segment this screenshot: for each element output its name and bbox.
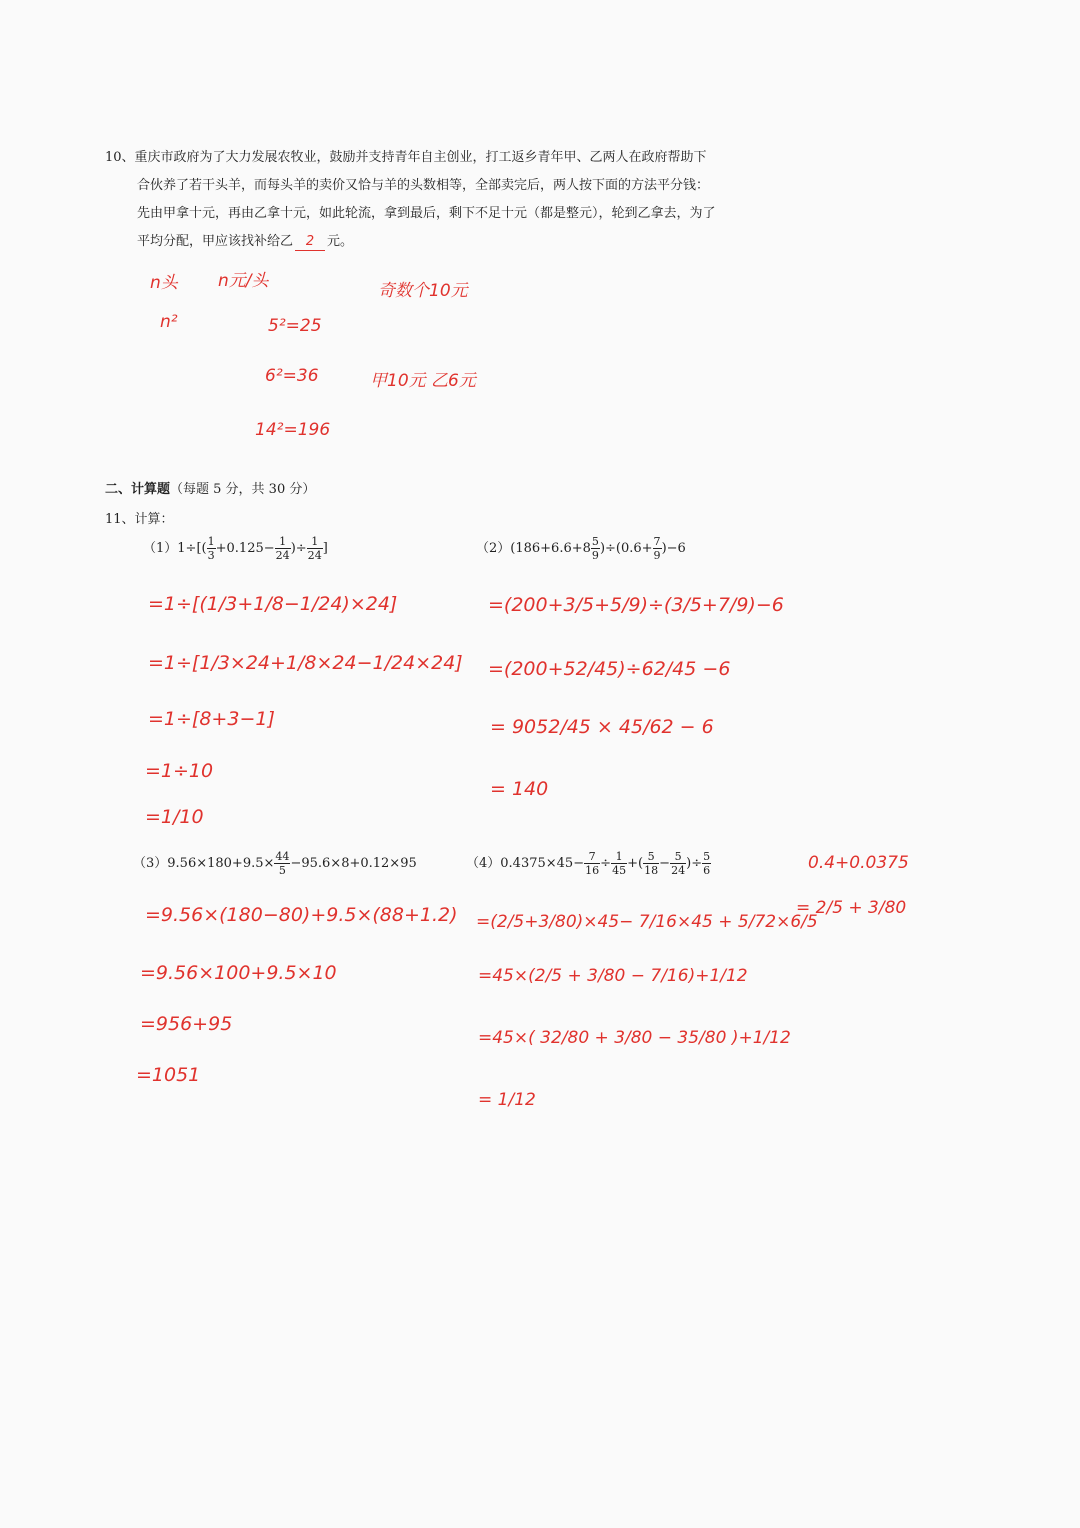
q10-text-4: 平均分配，甲应该找补给乙 — [137, 234, 294, 249]
q11-3-work-4: =1051 — [136, 1064, 201, 1086]
q11-3-frac-1: $\frac{44}{5}$ — [275, 850, 290, 878]
q11-1-frac-1: $\frac{1}{3}$ — [207, 535, 215, 563]
q11-4-side-work-2: = 2/5 + 3/80 — [796, 898, 907, 918]
q11-1-expr-c: )÷ — [290, 541, 307, 557]
q11-4-frac-4: $\frac{5}{24}$ — [671, 850, 686, 878]
q11-4-work-4: = 1/12 — [478, 1090, 536, 1110]
q11-4-work-3: =45×( 32/80 + 3/80 − 35/80 )+1/12 — [478, 1028, 791, 1048]
q11-1-expr-d: ] — [322, 541, 328, 557]
q11-3-work-3: =956+95 — [140, 1013, 233, 1035]
q11-1-expr-a: 1÷[( — [177, 541, 207, 557]
q11-4-label: （4） — [466, 856, 501, 872]
q11-1-problem — [143, 536, 328, 561]
q11-label: 11、计算： — [105, 512, 174, 527]
q11-4-work-1: =(2/5+3/80)×45− 7/16×45 + 5/72×6/5 — [476, 912, 818, 932]
q11-1-work-1: =1÷[(1/3+1/8−1/24)×24] — [148, 593, 398, 615]
q11-4-frac-2: $\frac{1}{45}$ — [612, 850, 627, 878]
q11-1-work-4: =1÷10 — [145, 760, 214, 782]
q11-1-work-5: =1/10 — [145, 806, 204, 828]
q11-4-expr-b: ÷ — [600, 856, 612, 872]
q10-line-3: 先由甲拿十元，再由乙拿十元，如此轮流，拿到最后，剩下不足十元（都是整元），轮到乙拿去，为了 — [137, 206, 716, 221]
q11-4-frac-5: $\frac{5}{6}$ — [703, 850, 711, 878]
q10-text-4-end: 元。 — [327, 234, 354, 249]
q11-3-work-1: =9.56×(180−80)+9.5×(88+1.2) — [145, 904, 458, 926]
q10-line-4 — [137, 228, 353, 256]
q11-2-frac-2: $\frac{7}{9}$ — [653, 535, 661, 563]
section-2-note: （每题 5 分，共 30 分） — [170, 482, 316, 497]
q11-1-work-3: =1÷[8+3−1] — [148, 708, 275, 730]
q11-2-work-3: = 9052/45 × 45/62 − 6 — [490, 716, 714, 738]
q11-1-label: （1） — [143, 541, 178, 557]
q10-text-1: 重庆市政府为了大力发展农牧业，鼓励并支持青年自主创业，打工返乡青年甲、乙两人在政府帮助下 — [134, 150, 707, 165]
q11-1-expr-b: +0.125− — [215, 541, 275, 557]
q10-work-6sq: 6²=36 — [265, 366, 319, 386]
q11-3-work-2: =9.56×100+9.5×10 — [140, 962, 337, 984]
q11-2-label: （2） — [476, 541, 511, 557]
q11-2-frac-1: $\frac{5}{9}$ — [591, 535, 599, 563]
q11-4-expr-a: 0.4375×45− — [500, 856, 585, 872]
q11-3-label: （3） — [133, 856, 168, 872]
q11-4-problem — [466, 851, 711, 876]
q11-2-work-1: =(200+3/5+5/9)÷(3/5+7/9)−6 — [488, 594, 784, 616]
q11-2-problem — [476, 536, 686, 561]
q10-work-n-price: n元/头 — [218, 271, 269, 291]
q11-2-work-2: =(200+52/45)÷62/45 −6 — [488, 658, 731, 680]
q11-2-work-4: = 140 — [490, 778, 549, 800]
q11-4-work-2: =45×(2/5 + 3/80 − 7/16)+1/12 — [478, 966, 748, 986]
q10-work-jia-yi: 甲10元 乙6元 — [370, 371, 476, 391]
q11-1-frac-3: $\frac{1}{24}$ — [307, 535, 322, 563]
q10-number: 10、 — [105, 150, 135, 165]
q10-work-5sq: 5²=25 — [268, 316, 322, 336]
q11-3-expr-a: 9.56×180+9.5× — [167, 856, 275, 872]
q11-4-frac-3: $\frac{5}{18}$ — [644, 850, 659, 878]
q10-work-odd: 奇数个10元 — [378, 281, 468, 301]
q10-work-n-sq: n² — [160, 312, 178, 332]
section-2-heading — [105, 478, 315, 497]
q10-work-n-head: n头 — [150, 273, 178, 293]
q11-4-frac-1: $\frac{7}{16}$ — [585, 850, 600, 878]
q11-2-expr-b: )÷(0.6+ — [599, 541, 653, 557]
q11-4-expr-c: +( — [627, 856, 644, 872]
q10-line-1 — [105, 144, 707, 172]
q11-4-side-work-1: 0.4+0.0375 — [808, 853, 909, 873]
q11-3-problem — [133, 851, 417, 876]
q11-1-frac-2: $\frac{1}{24}$ — [275, 535, 290, 563]
q11-2-expr-c: )−6 — [661, 541, 686, 557]
q11-4-expr-d: − — [659, 856, 671, 872]
q11-2-expr-a: (186+6.6+8 — [510, 541, 591, 557]
q10-work-14sq: 14²=196 — [255, 420, 331, 440]
section-2-title: 二、计算题 — [105, 482, 171, 497]
q11-4-expr-e: )÷ — [686, 856, 703, 872]
q11-3-expr-b: −95.6×8+0.12×95 — [290, 856, 417, 872]
q10-answer: 2 — [295, 234, 325, 251]
q11-1-work-2: =1÷[1/3×24+1/8×24−1/24×24] — [148, 652, 463, 674]
q10-line-2: 合伙养了若干头羊，而每头羊的卖价又恰与羊的头数相等，全部卖完后，两人按下面的方法平分钱： — [137, 178, 710, 193]
